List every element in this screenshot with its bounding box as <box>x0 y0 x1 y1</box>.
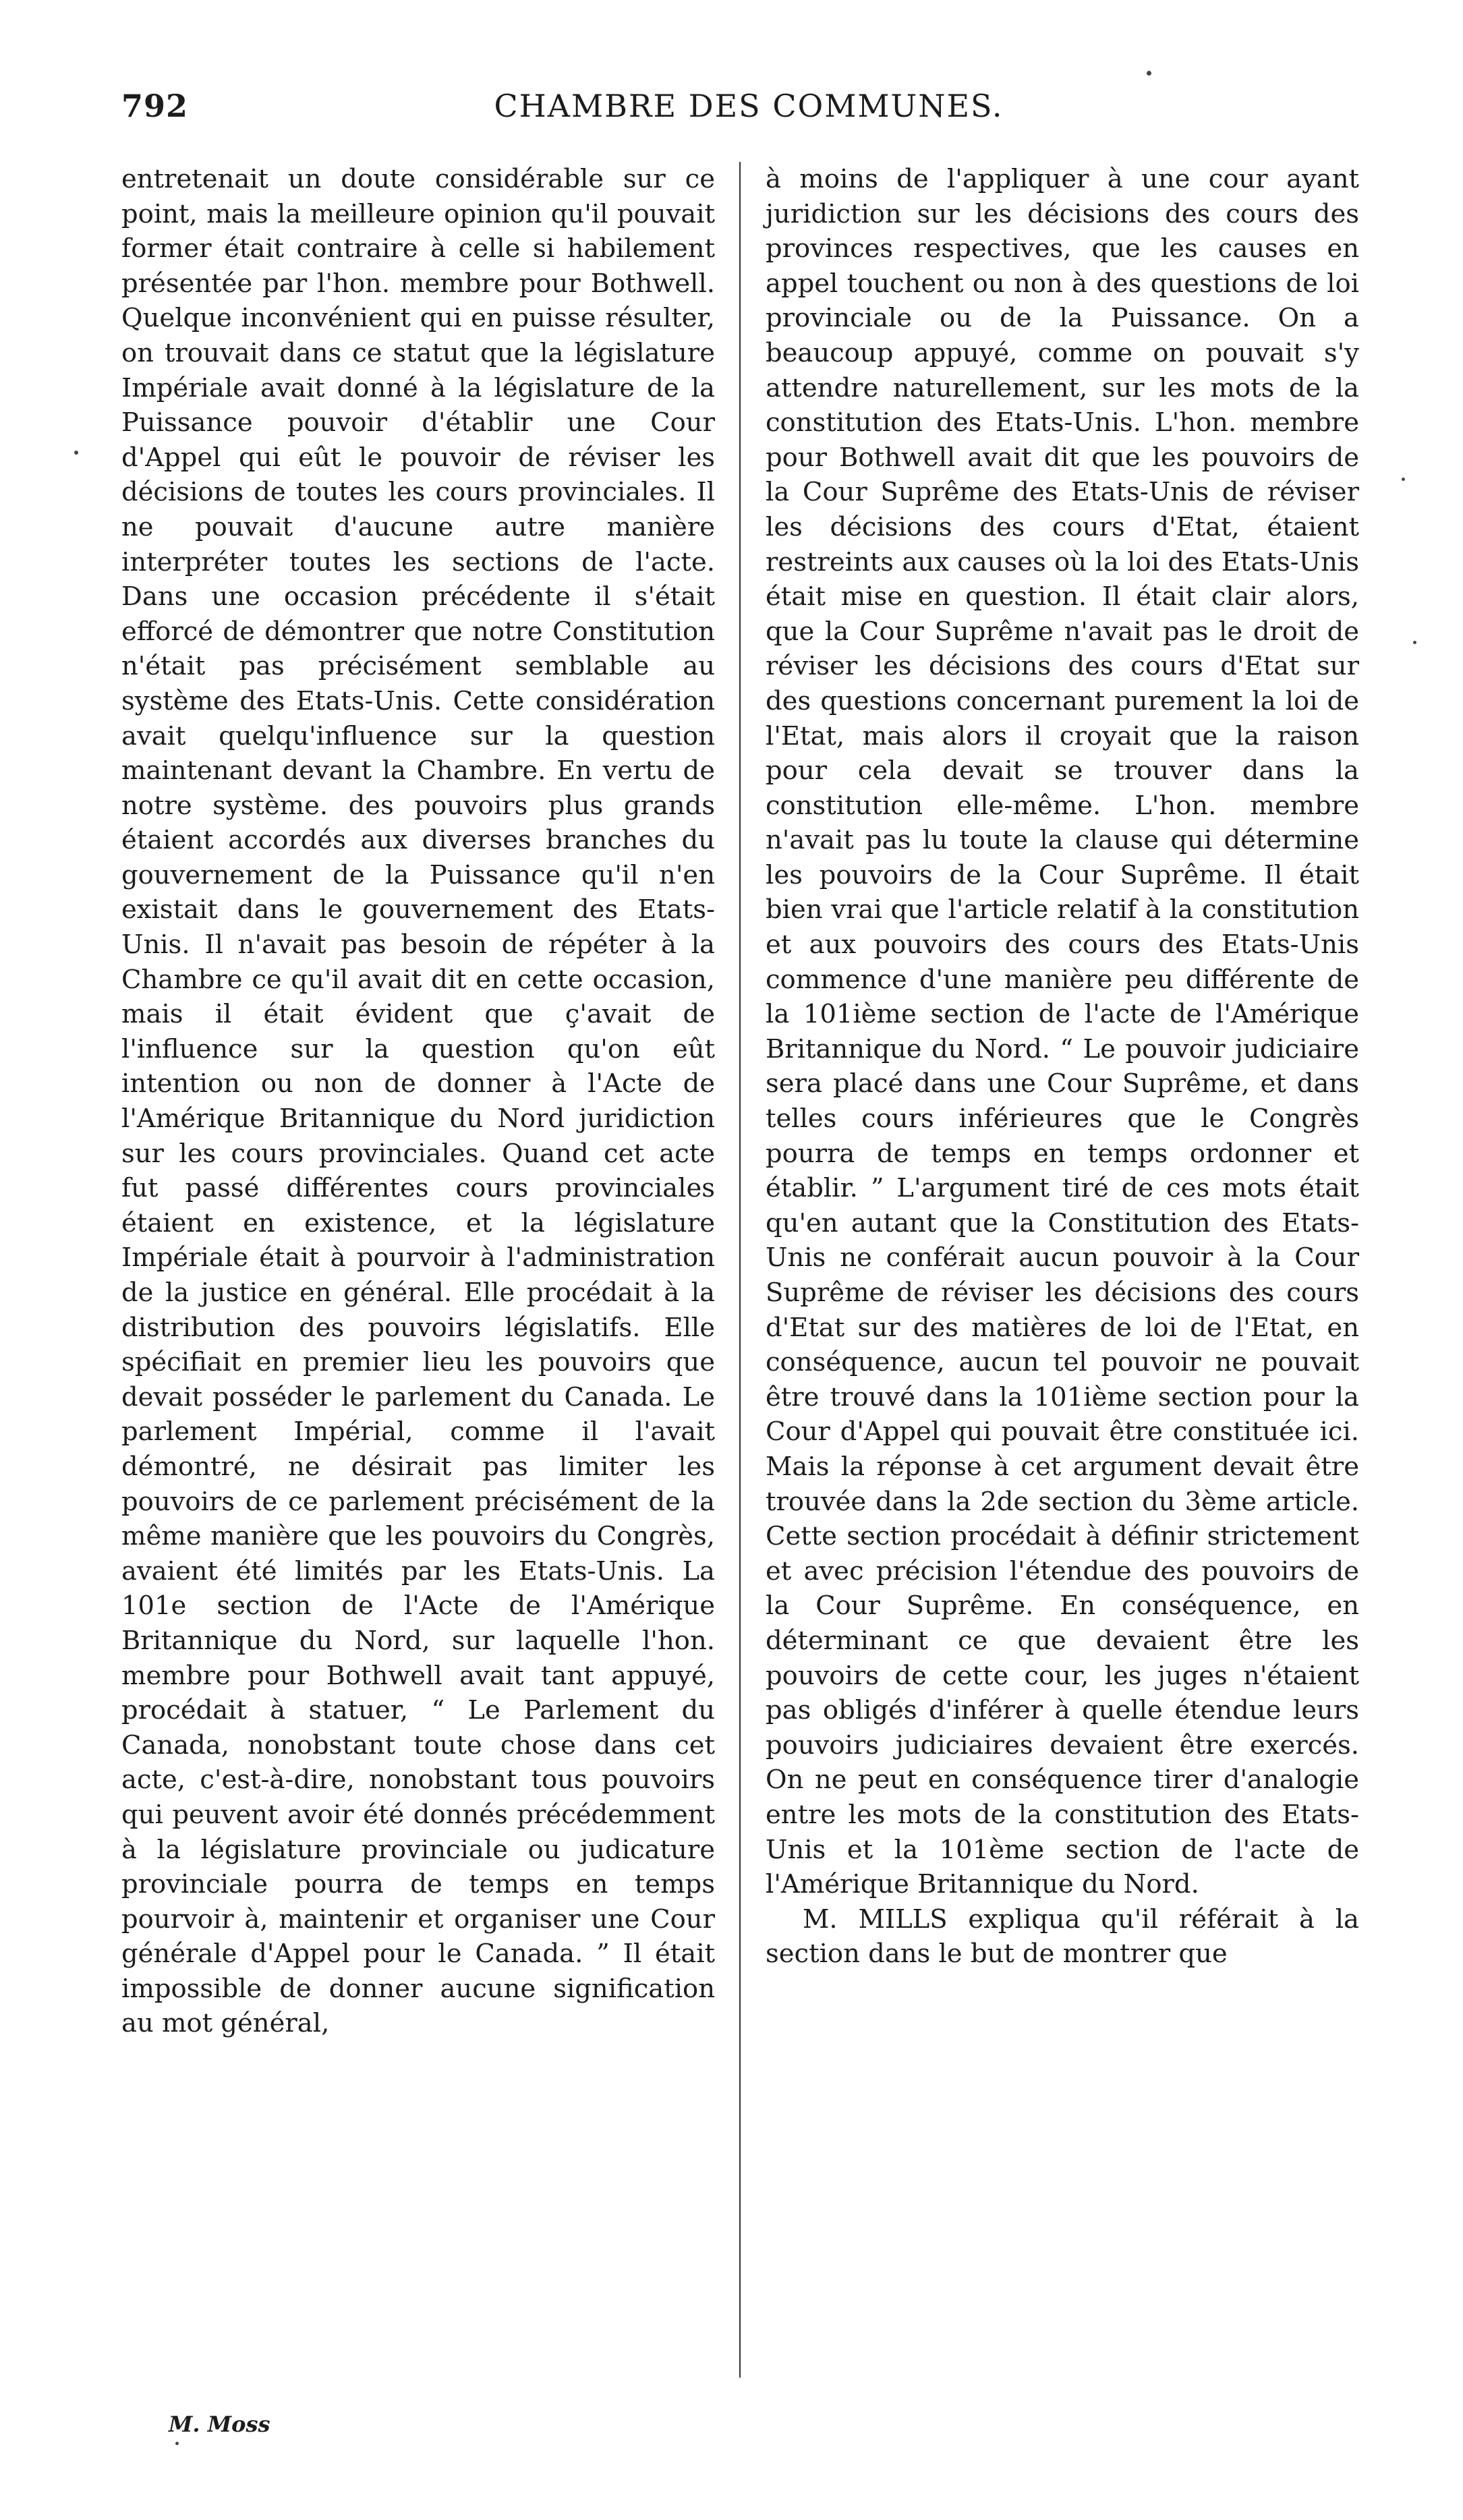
right-paragraph-2: M. MILLS expliqua qu'il référait à la section dans le but de montrer que <box>766 1903 1359 1970</box>
ink-speck <box>1413 641 1416 644</box>
right-paragraph-1: à moins de l'appliquer à une cour ayant juridiction sur les décisions des cours des provinces respectives, que les causes en appel touchent ou non à des questions de loi provinciale ou de la Puissance. On a beaucoup appuyé, comme on pouvait s'y attendre naturellement, sur les mots de la constitution des Etats-Unis. L'hon. membre pour Bothwell avait dit que les pouvoirs de la Cour Suprême des Etats-Unis de réviser les décisions des cours d'Etat, étaient restreints aux causes où la loi des Etats-Unis était mise en question. Il était clair alors, que la Cour Suprême n'avait pas le droit de réviser les décisions des cours d'Etat sur des questions concernant purement la loi de l'Etat, mais alors il croyait que la raison pour cela devait se trouver dans la constitution elle-même. L'hon. membre n'avait pas lu toute la clause qui détermine les pouvoirs de la Cour Suprême. Il était bien vrai que l'article relatif à la constitution et aux pouvoirs des cours des Etats-Unis commence d'une manière peu différente de la 101ième section de l'acte de l'Amérique Britannique du Nord. “ Le pouvoir judiciaire sera placé dans une Cour Suprême, et dans telles cours inférieures que le Congrès pourra de temps en temps ordonner et établir. ” L'argument tiré de ces mots était qu'en autant que la Constitution des Etats-Unis ne conférait aucun pouvoir à la Cour Suprême de réviser les décisions des cours d'Etat sur des matières de loi de l'Etat, en conséquence, aucun tel pouvoir ne pouvait être trouvé dans la 101ième section pour la Cour d'Appel qui pouvait être constituée ici. Mais la réponse à cet argument devait être trouvée dans la 2de section du 3ème article. Cette section procédait à définir strictement et avec précision l'étendue des pouvoirs de la Cour Suprême. En conséquence, en déterminant ce que devaient être les pouvoirs de cette cour, les juges n'étaient pas obligés d'inférer à quelle étendue leurs pouvoirs judiciaires devaient être exercés. On ne peut en conséquence tirer d'analogie entre les mots de la constitution des Etats-Unis et la 101ème section de l'acte de l'Amérique Britannique du Nord. <box>766 164 1359 1900</box>
ink-speck <box>1147 71 1151 76</box>
right-column <box>766 162 1359 1972</box>
ink-speck <box>1402 478 1405 481</box>
speaker-footer: M. Moss <box>169 2411 270 2437</box>
left-paragraph-1: entretenait un doute considérable sur ce point, mais la meilleure opinion qu'il pouvait former était contraire à celle si habilement présentée par l'hon. membre pour Bothwell. Quelque inconvénient qui en puisse résulter, on trouvait dans ce statut que la législature Impériale avait donné à la législature de la Puissance pouvoir d'établir une Cour d'Appel qui eût le pouvoir de réviser les décisions de toutes les cours provinciales. Il ne pouvait d'aucune autre manière interpréter toutes les sections de l'acte. Dans une occasion précédente il s'était efforcé de démontrer que notre Constitution n'était pas précisément semblable au système des Etats-Unis. Cette considération avait quelqu'influence sur la question maintenant devant la Chambre. En vertu de notre système. des pouvoirs plus grands étaient accordés aux diverses branches du gouvernement de la Puissance qu'il n'en existait dans le gouvernement des Etats-Unis. Il n'avait pas besoin de répéter à la Chambre ce qu'il avait dit en cette occasion, mais il était évident que ç'avait de l'influence sur la question qu'on eût intention ou non de donner à l'Acte de l'Amérique Britannique du Nord juridiction sur les cours provinciales. Quand cet acte fut passé différentes cours provinciales étaient en existence, et la législature Impériale était à pourvoir à l'administration de la justice en général. Elle procédait à la distribution des pouvoirs législatifs. Elle spécifiait en premier lieu les pouvoirs que devait posséder le parlement du Canada. Le parlement Impérial, comme il l'avait démontré, ne désirait pas limiter les pouvoirs de ce parlement précisément de la même manière que les pouvoirs du Congrès, avaient été limités par les Etats-Unis. La 101e section de l'Acte de l'Amérique Britannique du Nord, sur laquelle l'hon. membre pour Bothwell avait tant appuyé, procédait à statuer, “ Le Parlement du Canada, nonobstant toute chose dans cet acte, c'est-à-dire, nonobstant tous pouvoirs qui peuvent avoir été donnés précédemment à la législature provinciale ou judicature provinciale pourra de temps en temps pourvoir à, maintenir et organiser une Cour générale d'Appel pour le Canada. ” Il était impossible de donner aucune signification au mot général, <box>121 164 715 2039</box>
ink-speck <box>175 2442 179 2445</box>
page-number: 792 <box>121 88 189 124</box>
ink-speck <box>74 451 78 455</box>
column-divider <box>739 162 741 2378</box>
running-title: CHAMBRE DES COMMUNES. <box>494 88 1004 124</box>
left-column <box>121 162 715 2041</box>
page-header <box>121 88 1376 135</box>
